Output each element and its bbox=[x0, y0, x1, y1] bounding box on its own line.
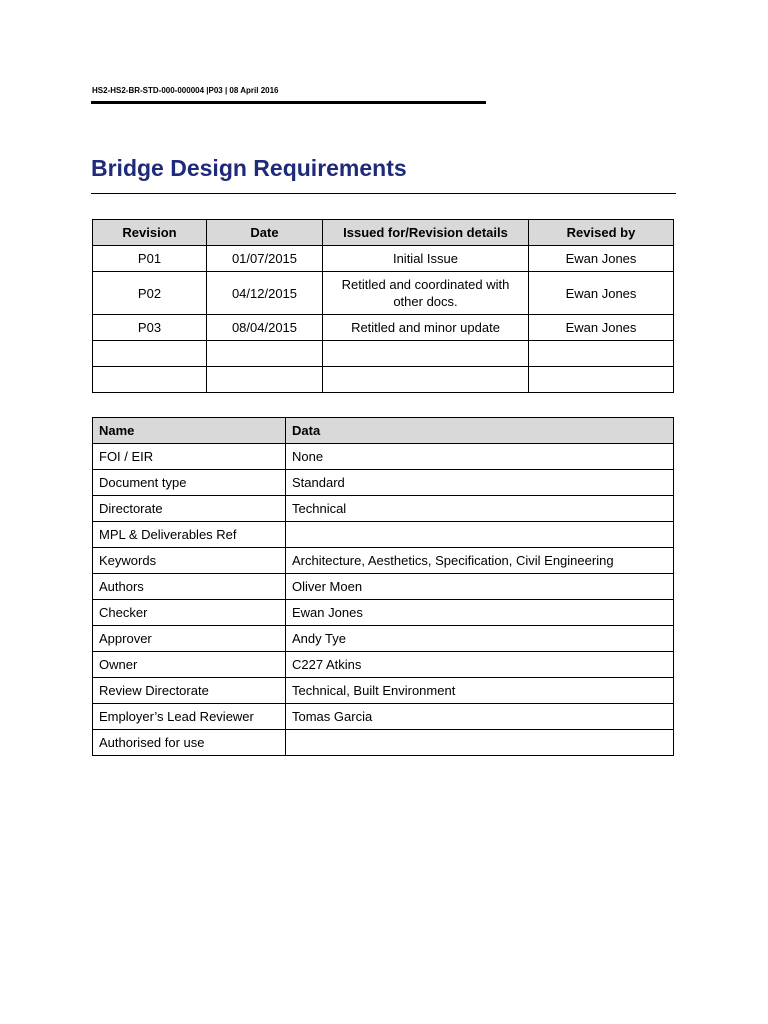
date-cell: 04/12/2015 bbox=[207, 272, 323, 315]
field-value: Technical bbox=[286, 496, 674, 522]
revision-table bbox=[92, 219, 674, 393]
field-value: Architecture, Aesthetics, Specification, Civil Engineering bbox=[286, 548, 674, 574]
revision-cell bbox=[93, 367, 207, 393]
table-row bbox=[93, 272, 674, 315]
date-cell: 08/04/2015 bbox=[207, 315, 323, 341]
revised-by-cell bbox=[529, 341, 674, 367]
field-value bbox=[286, 522, 674, 548]
field-value: Ewan Jones bbox=[286, 600, 674, 626]
field-name: Checker bbox=[93, 600, 286, 626]
details-cell: Initial Issue bbox=[323, 246, 529, 272]
field-value: Andy Tye bbox=[286, 626, 674, 652]
field-name: Approver bbox=[93, 626, 286, 652]
revision-header-row bbox=[93, 220, 674, 246]
field-value bbox=[286, 730, 674, 756]
field-name: Employer’s Lead Reviewer bbox=[93, 704, 286, 730]
field-name: Keywords bbox=[93, 548, 286, 574]
revised-by-cell: Ewan Jones bbox=[529, 246, 674, 272]
field-value: None bbox=[286, 444, 674, 470]
table-row bbox=[93, 367, 674, 393]
revised-by-cell: Ewan Jones bbox=[529, 272, 674, 315]
revision-header: Revision bbox=[93, 220, 207, 246]
field-name: Authors bbox=[93, 574, 286, 600]
details-cell bbox=[323, 367, 529, 393]
table-row bbox=[93, 246, 674, 272]
table-row bbox=[93, 652, 674, 678]
details-cell: Retitled and coordinated with other docs. bbox=[323, 272, 529, 315]
table-row bbox=[93, 522, 674, 548]
document-data-table bbox=[92, 417, 674, 756]
details-cell: Retitled and minor update bbox=[323, 315, 529, 341]
field-name: Authorised for use bbox=[93, 730, 286, 756]
table-row bbox=[93, 704, 674, 730]
revision-cell bbox=[93, 341, 207, 367]
field-name: MPL & Deliverables Ref bbox=[93, 522, 286, 548]
date-header: Date bbox=[207, 220, 323, 246]
revision-cell: P02 bbox=[93, 272, 207, 315]
field-name: FOI / EIR bbox=[93, 444, 286, 470]
table-row bbox=[93, 496, 674, 522]
date-cell: 01/07/2015 bbox=[207, 246, 323, 272]
table-row bbox=[93, 600, 674, 626]
field-value: Technical, Built Environment bbox=[286, 678, 674, 704]
details-header: Issued for/Revision details bbox=[323, 220, 529, 246]
table-row bbox=[93, 574, 674, 600]
header-rule bbox=[91, 101, 486, 104]
details-cell bbox=[323, 341, 529, 367]
field-name: Directorate bbox=[93, 496, 286, 522]
table-row bbox=[93, 470, 674, 496]
field-name: Review Directorate bbox=[93, 678, 286, 704]
field-value: C227 Atkins bbox=[286, 652, 674, 678]
revised-by-cell: Ewan Jones bbox=[529, 315, 674, 341]
date-cell bbox=[207, 341, 323, 367]
field-value: Standard bbox=[286, 470, 674, 496]
table-row bbox=[93, 315, 674, 341]
name-header: Name bbox=[93, 418, 286, 444]
revision-cell: P03 bbox=[93, 315, 207, 341]
date-cell bbox=[207, 367, 323, 393]
document-reference: HS2-HS2-BR-STD-000-000004 |P03 | 08 April 2016 bbox=[92, 86, 279, 95]
table-row bbox=[93, 626, 674, 652]
revised-by-header: Revised by bbox=[529, 220, 674, 246]
table-row bbox=[93, 444, 674, 470]
revision-cell: P01 bbox=[93, 246, 207, 272]
data-header: Data bbox=[286, 418, 674, 444]
table-row bbox=[93, 730, 674, 756]
table-row bbox=[93, 548, 674, 574]
table-row bbox=[93, 341, 674, 367]
document-title: Bridge Design Requirements bbox=[91, 155, 407, 181]
field-name: Document type bbox=[93, 470, 286, 496]
field-value: Tomas Garcia bbox=[286, 704, 674, 730]
table-row bbox=[93, 678, 674, 704]
revised-by-cell bbox=[529, 367, 674, 393]
field-value: Oliver Moen bbox=[286, 574, 674, 600]
field-name: Owner bbox=[93, 652, 286, 678]
data-header-row bbox=[93, 418, 674, 444]
title-rule bbox=[91, 193, 676, 194]
